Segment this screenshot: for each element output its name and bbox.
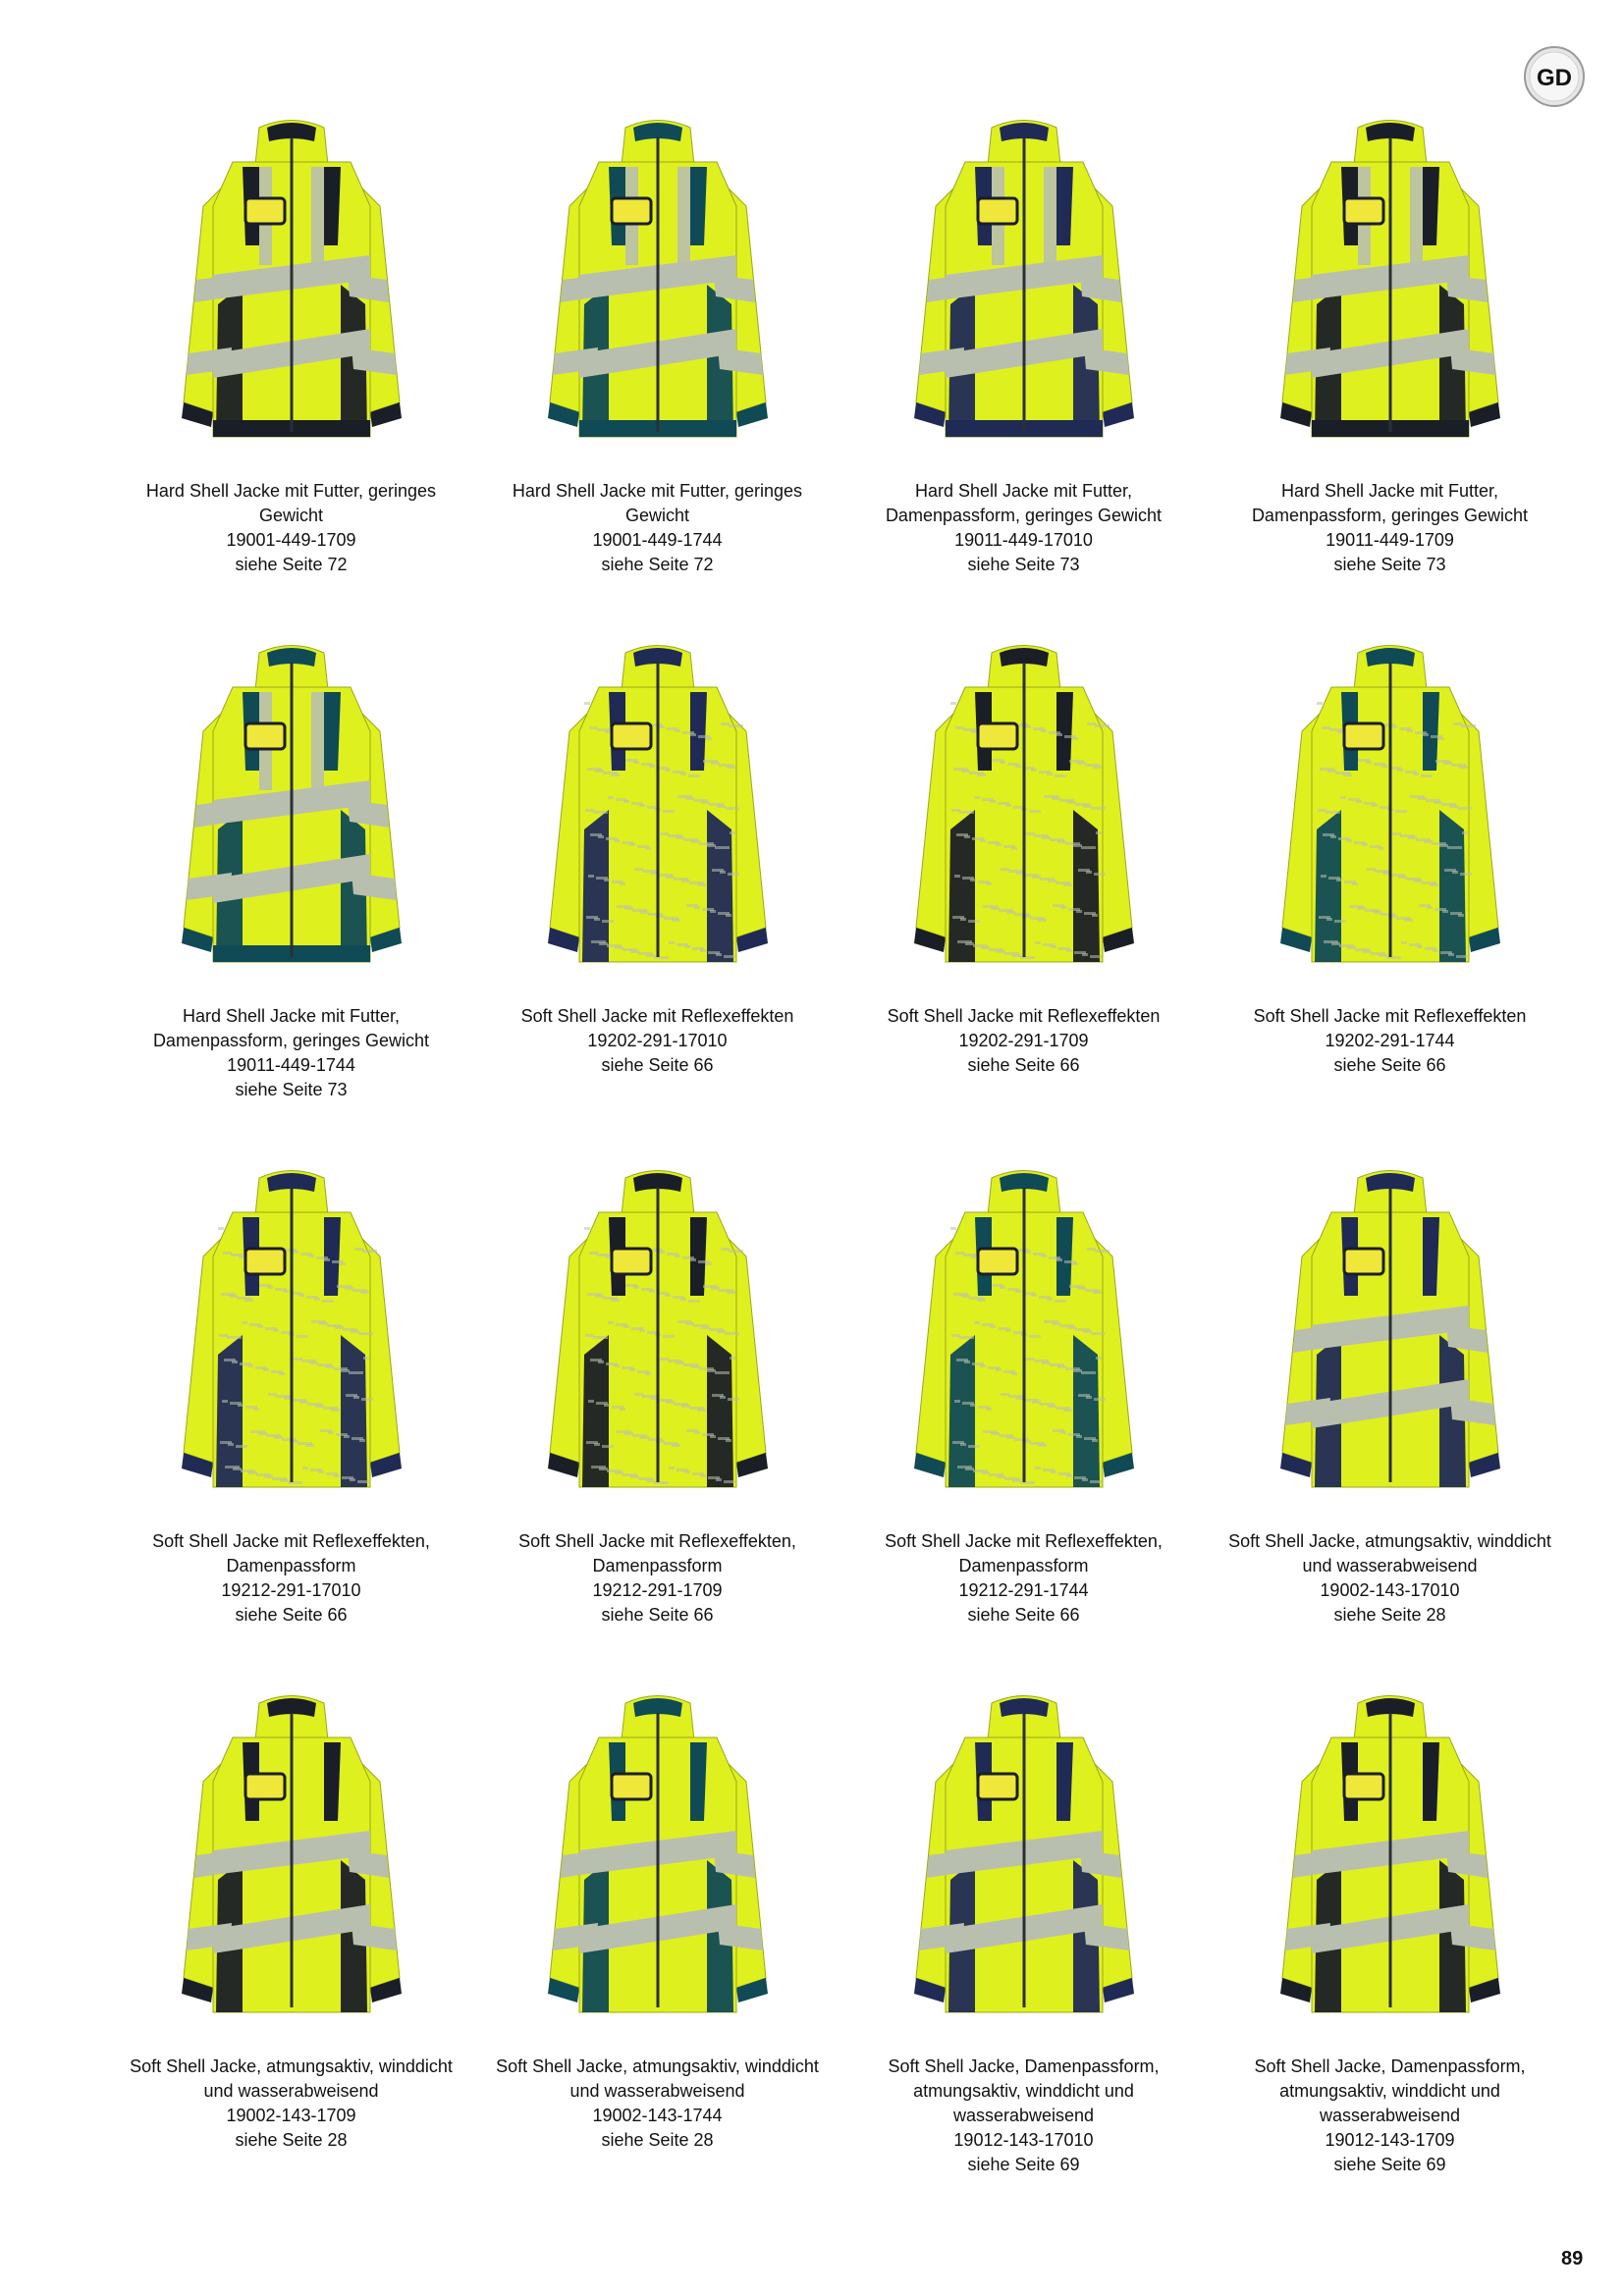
product-name: Hard Shell Jacke mit Futter, geringes Gewicht [512, 481, 803, 525]
product-page-ref: siehe Seite 28 [601, 2130, 714, 2150]
jacket-illustration [149, 633, 434, 996]
product-page-ref: siehe Seite 66 [235, 1605, 348, 1625]
product-page-ref: siehe Seite 69 [967, 2155, 1080, 2174]
product-caption [1223, 1004, 1557, 1078]
product-name: Soft Shell Jacke mit Reflexeffekten [1253, 1006, 1527, 1026]
product-name: Soft Shell Jacke, atmungsaktiv, winddicht und wasserabweisend [1228, 1531, 1551, 1575]
product-sku: 19011-449-1744 [227, 1055, 355, 1075]
product-sku: 19011-449-1709 [1326, 530, 1454, 550]
product-caption [1223, 1529, 1557, 1628]
product-card [1207, 1683, 1573, 2209]
product-sku: 19012-143-17010 [953, 2130, 1094, 2150]
jacket-illustration [149, 108, 434, 471]
product-photo [144, 108, 439, 471]
product-sku: 19212-291-17010 [221, 1580, 361, 1600]
jacket-illustration [882, 633, 1166, 996]
product-photo [1243, 1158, 1538, 1522]
product-photo [144, 1683, 439, 2047]
product-photo [1243, 108, 1538, 471]
product-photo [877, 1158, 1171, 1522]
product-name: Soft Shell Jacke mit Reflexeffekten, Damenpassform [518, 1531, 796, 1575]
product-name: Soft Shell Jacke mit Reflexeffekten [520, 1006, 794, 1026]
jacket-illustration [515, 633, 800, 996]
product-photo [511, 108, 805, 471]
product-page-ref: siehe Seite 73 [235, 1080, 348, 1099]
product-sku: 19212-291-1744 [958, 1580, 1089, 1600]
product-sku: 19202-291-1744 [1325, 1031, 1455, 1050]
product-page-ref: siehe Seite 66 [601, 1055, 714, 1075]
product-card [474, 1158, 840, 1683]
product-name: Soft Shell Jacke, atmungsaktiv, winddicht und wasserabweisend [496, 2056, 819, 2101]
product-caption [491, 479, 825, 577]
product-card [474, 1683, 840, 2209]
product-card [840, 1683, 1207, 2209]
product-card [108, 1683, 474, 2209]
product-caption [1223, 2055, 1557, 2177]
product-caption [857, 2055, 1191, 2177]
product-sku: 19212-291-1709 [592, 1580, 723, 1600]
product-page-ref: siehe Seite 73 [967, 555, 1080, 574]
product-caption [857, 479, 1191, 577]
product-caption [491, 2055, 825, 2153]
jacket-illustration [149, 1683, 434, 2047]
product-page-ref: siehe Seite 28 [1333, 1605, 1446, 1625]
product-caption [857, 1004, 1191, 1078]
product-page-ref: siehe Seite 72 [235, 555, 348, 574]
jacket-illustration [1248, 633, 1533, 996]
product-photo [511, 633, 805, 996]
product-caption [1223, 479, 1557, 577]
product-card [840, 633, 1207, 1158]
product-caption [125, 1004, 459, 1102]
product-photo [877, 108, 1171, 471]
product-sku: 19002-143-17010 [1320, 1580, 1460, 1600]
product-name: Hard Shell Jacke mit Futter, Damenpassform, geringes Gewicht [152, 1006, 430, 1050]
product-caption [857, 1529, 1191, 1628]
product-caption [125, 1529, 459, 1628]
product-caption [491, 1004, 825, 1078]
product-caption [125, 2055, 459, 2153]
jacket-illustration [882, 108, 1166, 471]
product-name: Soft Shell Jacke mit Reflexeffekten, Damenpassform [885, 1531, 1163, 1575]
product-sku: 19012-143-1709 [1325, 2130, 1455, 2150]
product-card [840, 1158, 1207, 1683]
product-name: Hard Shell Jacke mit Futter, geringes Gewicht [145, 481, 437, 525]
product-photo [511, 1158, 805, 1522]
product-name: Hard Shell Jacke mit Futter, Damenpassform, geringes Gewicht [885, 481, 1163, 525]
product-page-ref: siehe Seite 28 [235, 2130, 348, 2150]
product-sku: 19001-449-1709 [226, 530, 356, 550]
jacket-illustration [149, 1158, 434, 1522]
product-sku: 19011-449-17010 [954, 530, 1093, 550]
jacket-illustration [882, 1158, 1166, 1522]
product-caption [125, 479, 459, 577]
product-name: Soft Shell Jacke, Damenpassform, atmungsaktiv, winddicht und wasserabweisend [1254, 2056, 1526, 2125]
jacket-illustration [1248, 1683, 1533, 2047]
jacket-illustration [515, 1683, 800, 2047]
brand-logo [1523, 45, 1586, 108]
jacket-illustration [1248, 108, 1533, 471]
product-photo [877, 633, 1171, 996]
product-page-ref: siehe Seite 66 [1333, 1055, 1446, 1075]
product-photo [144, 1158, 439, 1522]
product-name: Soft Shell Jacke, Damenpassform, atmungsaktiv, winddicht und wasserabweisend [888, 2056, 1160, 2125]
product-sku: 19001-449-1744 [592, 530, 723, 550]
product-sku: 19202-291-17010 [587, 1031, 728, 1050]
product-sku: 19002-143-1709 [226, 2106, 356, 2125]
product-page-ref: siehe Seite 66 [967, 1605, 1080, 1625]
product-card [108, 1158, 474, 1683]
product-card [1207, 108, 1573, 633]
product-photo [144, 633, 439, 996]
product-grid [108, 108, 1581, 2209]
jacket-illustration [515, 108, 800, 471]
product-card [108, 108, 474, 633]
product-page-ref: siehe Seite 72 [601, 555, 714, 574]
product-page-ref: siehe Seite 69 [1333, 2155, 1446, 2174]
product-name: Soft Shell Jacke mit Reflexeffekten [887, 1006, 1161, 1026]
product-name: Soft Shell Jacke, atmungsaktiv, winddicht und wasserabweisend [130, 2056, 453, 2101]
product-sku: 19202-291-1709 [958, 1031, 1089, 1050]
product-card [1207, 1158, 1573, 1683]
product-page-ref: siehe Seite 73 [1333, 555, 1446, 574]
product-card [1207, 633, 1573, 1158]
product-name: Soft Shell Jacke mit Reflexeffekten, Damenpassform [152, 1531, 430, 1575]
product-photo [877, 1683, 1171, 2047]
product-photo [1243, 633, 1538, 996]
jacket-illustration [1248, 1158, 1533, 1522]
jacket-illustration [515, 1158, 800, 1522]
logo-lettering: GD [1537, 65, 1572, 91]
product-photo [1243, 1683, 1538, 2047]
product-caption [491, 1529, 825, 1628]
jacket-illustration [882, 1683, 1166, 2047]
product-card [474, 108, 840, 633]
product-name: Hard Shell Jacke mit Futter, Damenpassform, geringes Gewicht [1251, 481, 1529, 525]
page-number: 89 [1561, 2248, 1584, 2269]
product-page-ref: siehe Seite 66 [601, 1605, 714, 1625]
product-sku: 19002-143-1744 [592, 2106, 723, 2125]
product-card [840, 108, 1207, 633]
product-page-ref: siehe Seite 66 [967, 1055, 1080, 1075]
product-card [108, 633, 474, 1158]
product-photo [511, 1683, 805, 2047]
product-card [474, 633, 840, 1158]
